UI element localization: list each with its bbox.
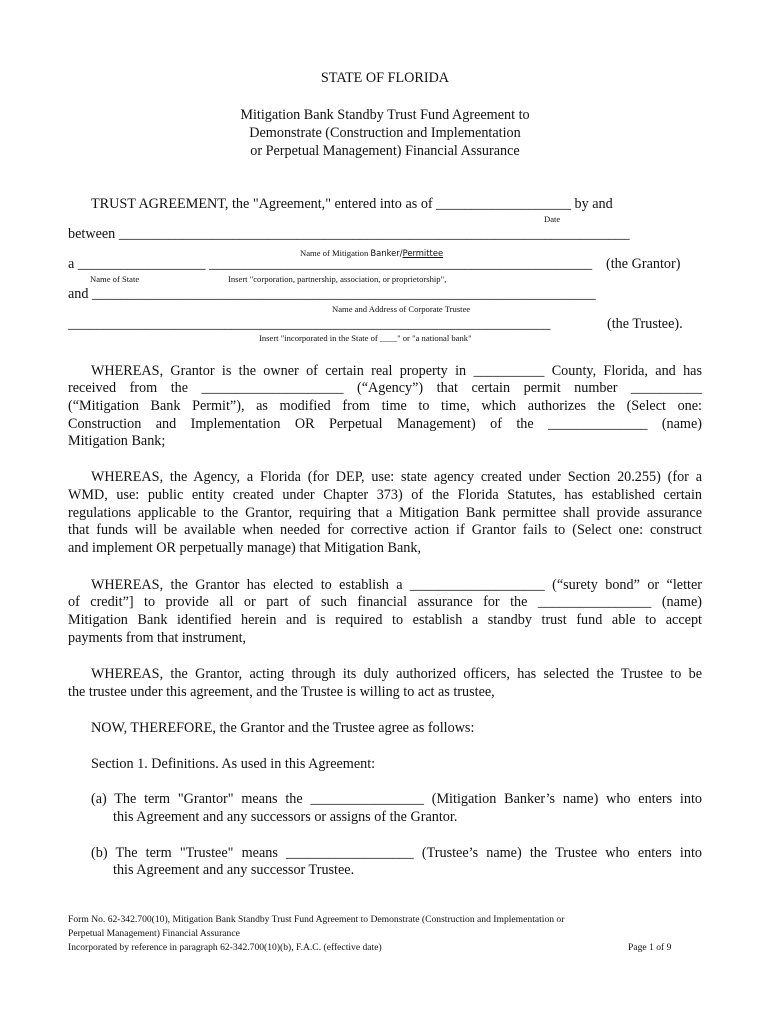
whereas-1-line-5: Mitigation Bank; — [68, 433, 166, 449]
definition-b-line-2: this Agreement and any successor Trustee. — [113, 862, 355, 878]
whereas-3-line-1: WHEREAS, the Grantor has elected to establish a ___________________ (“surety bond” or “letter — [91, 577, 702, 593]
title-line-2: Demonstrate (Construction and Implementation — [249, 125, 521, 141]
definition-a-line-2: this Agreement and any successors or assigns of the Grantor. — [113, 809, 458, 825]
whereas-3-line-3: Mitigation Bank identified herein and is required to establish a standby trust fund able to accept — [68, 612, 702, 628]
footer-line-3: Incorporated by reference in paragraph 62-342.700(10)(b), F.A.C. (effective date) — [68, 942, 382, 953]
whereas-1-line-3: (“Mitigation Bank Permit”), as modified from time to time, which authorizes the (Select one: — [68, 398, 702, 414]
whereas-2-line-3: regulations applicable to the Grantor, requiring that a Mitigation Bank permittee shall provide assurance — [68, 505, 702, 521]
trustee-caption: Name and Address of Corporate Trustee — [332, 304, 471, 314]
title-line-3: or Perpetual Management) Financial Assurance — [250, 143, 520, 159]
whereas-2-line-4: that funds will be available when needed for corrective action if Grantor fails to (Select one: construct — [68, 522, 702, 538]
whereas-2-line-2: WMD, use: public entity created under Chapter 373) of the Florida Statutes, has established certain — [68, 487, 702, 503]
section-1-heading: Section 1. Definitions. As used in this Agreement: — [91, 756, 376, 772]
title-line-1: Mitigation Bank Standby Trust Fund Agreement to — [240, 107, 530, 123]
banker-caption-c: Permittee — [402, 248, 444, 258]
definition-a-line-1: (a) The term "Grantor" means the ________________ (Mitigation Banker’s name) who enters into — [91, 791, 702, 807]
whereas-4-line-1: WHEREAS, the Grantor, acting through its duly authorized officers, has selected the Trustee to be — [91, 666, 702, 682]
definition-b-line-1: (b) The term "Trustee" means __________________ (Trustee’s name) the Trustee who enters into — [91, 845, 702, 861]
incorporated-caption: Insert "incorporated in the State of ____" or "a national bank" — [259, 333, 472, 343]
whereas-1-line-1: WHEREAS, Grantor is the owner of certain real property in __________ County, Florida, and has — [91, 363, 702, 379]
state-heading: STATE OF FLORIDA — [320, 70, 450, 86]
whereas-2-line-5: and implement OR perpetually manage) that Mitigation Bank, — [68, 540, 422, 556]
preamble-line-5: ____________________________________________________________________ — [68, 316, 551, 332]
preamble-line-1: TRUST AGREEMENT, the "Agreement," entered into as of ___________________ by and — [91, 196, 613, 212]
whereas-1-line-2: received from the ____________________ (“Agency”) that certain permit number __________ — [68, 380, 702, 396]
page-number: Page 1 of 9 — [628, 942, 672, 953]
whereas-4-line-2: the trustee under this agreement, and the Trustee is willing to act as trustee, — [68, 684, 495, 700]
state-caption: Name of State — [90, 274, 140, 284]
trustee-label: (the Trustee). — [607, 316, 683, 332]
whereas-3-line-4: payments from that instrument, — [68, 630, 247, 646]
whereas-3-line-2: of credit”] to provide all or part of such financial assurance for the ________________ (name) — [68, 594, 702, 610]
date-caption: Date — [544, 214, 561, 224]
grantor-label: (the Grantor) — [606, 256, 681, 272]
entity-caption: Insert "corporation, partnership, association, or proprietorship", — [228, 274, 447, 284]
footer-line-2: Perpetual Management) Financial Assurance — [68, 928, 240, 939]
now-therefore: NOW, THEREFORE, the Grantor and the Trustee agree as follows: — [91, 720, 475, 736]
banker-caption-b: Banker/ — [370, 248, 403, 258]
banker-caption-a: Name of Mitigation — [300, 248, 371, 258]
preamble-line-3: a __________________ ______________________________________________________ — [68, 256, 593, 272]
whereas-2-line-1: WHEREAS, the Agency, a Florida (for DEP, use: state agency created under Section 20.255) (for a — [91, 469, 702, 485]
whereas-1-line-4: Construction and Implementation OR Perpetual Management) of the ______________ (name) — [68, 416, 702, 432]
preamble-line-4: and _______________________________________________________________________ — [68, 286, 596, 302]
footer-line-1: Form No. 62-342.700(10), Mitigation Bank Standby Trust Fund Agreement to Demonstrate (Construction and Implementation or — [68, 914, 565, 925]
preamble-line-2: between ________________________________________________________________________ — [68, 226, 630, 242]
